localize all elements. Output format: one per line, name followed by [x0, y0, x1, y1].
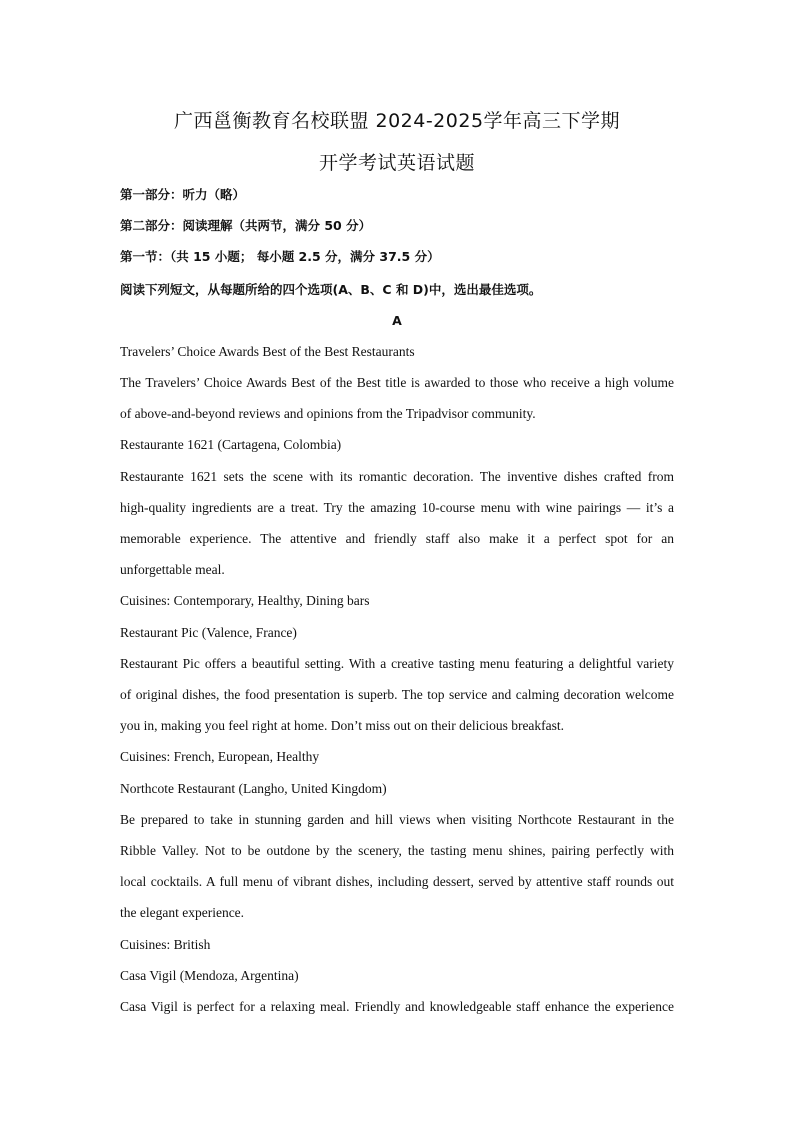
- passage-heading: Travelers’ Choice Awards Best of the Best Restaurants: [120, 344, 415, 359]
- restaurant-name: Restaurant Pic (Valence, France): [120, 625, 297, 640]
- part2-heading: 第二部分：阅读理解（共两节，满分 50 分）: [120, 218, 372, 233]
- restaurant-name: Restaurante 1621 (Cartagena, Colombia): [120, 437, 342, 452]
- exam-title-line2: 开学考试英语试题: [318, 152, 475, 174]
- restaurant-description-line: memorable experience. The attentive and friendly staff also make it a perfect spot for an: [120, 531, 674, 546]
- restaurant-description-line: local cocktails. A full menu of vibrant dishes, including dessert, served by attentive staff rounds out: [120, 874, 674, 889]
- restaurant-description-line: Restaurant Pic offers a beautiful setting. With a creative tasting menu featuring a delightful variety: [120, 656, 674, 671]
- part1-heading: 第一部分：听力（略）: [120, 187, 246, 202]
- restaurant-description-line: high-quality ingredients are a treat. Try the amazing 10-course menu with wine pairings — it’s a: [120, 500, 674, 515]
- exam-title-line1: 广西邕衡教育名校联盟 2024-2025学年高三下学期: [173, 110, 621, 132]
- restaurant-description-line: Ribble Valley. Not to be outdone by the scenery, the tasting menu shines, pairing perfectly with: [120, 843, 674, 858]
- restaurant-description-line: of original dishes, the food presentation is superb. The top service and calming decoration welcome: [120, 687, 674, 702]
- restaurant-description-line: Restaurante 1621 sets the scene with its romantic decoration. The inventive dishes crafted from: [120, 469, 674, 484]
- restaurant-description-line: you in, making you feel right at home. Don’t miss out on their delicious breakfast.: [120, 718, 565, 733]
- restaurant-name: Casa Vigil (Mendoza, Argentina): [120, 968, 299, 983]
- restaurant-description-line: unforgettable meal.: [120, 562, 225, 577]
- intro-line: of above-and-beyond reviews and opinions from the Tripadvisor community.: [120, 406, 536, 421]
- passage-label: A: [392, 313, 402, 328]
- restaurant-cuisines: Cuisines: British: [120, 937, 211, 952]
- restaurant-name: Northcote Restaurant (Langho, United Kingdom): [120, 781, 387, 796]
- restaurant-cuisines: Cuisines: French, European, Healthy: [120, 749, 320, 764]
- restaurant-cuisines: Cuisines: Contemporary, Healthy, Dining bars: [120, 593, 370, 608]
- section1-heading: 第一节：（共 15 小题； 每小题 2.5 分，满分 37.5 分）: [120, 249, 440, 264]
- restaurant-description-line: Be prepared to take in stunning garden and hill views when visiting Northcote Restaurant in the: [120, 812, 674, 827]
- restaurant-description-line: the elegant experience.: [120, 905, 245, 920]
- instruction-text: 阅读下列短文，从每题所给的四个选项(A、B、C 和 D)中，选出最佳选项。: [120, 282, 542, 297]
- restaurant-description-line: Casa Vigil is perfect for a relaxing meal. Friendly and knowledgeable staff enhance the experience: [120, 999, 674, 1014]
- intro-line: The Travelers’ Choice Awards Best of the Best title is awarded to those who receive a high volume: [120, 375, 674, 390]
